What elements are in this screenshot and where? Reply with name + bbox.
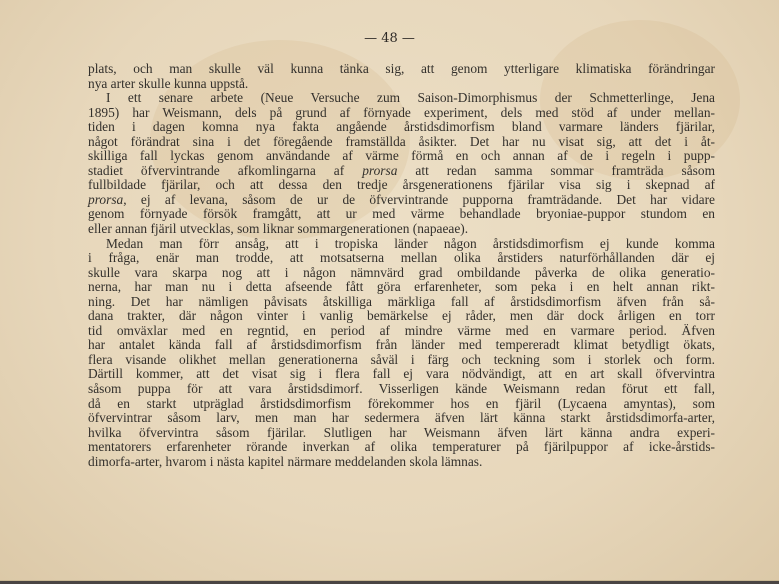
text-line [88,440,715,455]
text-line [88,266,715,281]
line-text: eller annan fjäril utvecklas, som liknar sommargenerationen (napaeae). [88,221,469,237]
line-text: fullbildade fjärilar, och att dessa den tredje årsgenerationens fjärilar visa sig i skepnad af [88,177,715,193]
line-text: stadiet öfvervintrande afkomlingarna af [88,162,363,178]
text-line [88,426,715,441]
text-line [88,295,715,310]
line-text: nya arter skulle kunna uppstå. [88,75,249,91]
text-line [88,222,715,237]
page-number: — 48 — [364,31,415,46]
text-line [88,178,715,193]
line-text: öfvervintrar såsom larv, men man har sedermera äfven lärt känna starkt årstidsdimorfa-arter, [88,410,715,426]
line-text: mentatorers erfarenheter rörande inverkan af olika temperaturer på fjärilpuppor af icke-årstids- [88,439,715,455]
text-line [88,309,715,324]
text-line [88,91,715,106]
body-text [88,62,715,469]
line-text: flera visande olikhet mellan generationerna såväl i färg och teckning som i storlek och form. [88,351,715,367]
text-line [88,149,715,164]
line-text: skilliga fall lyckas genom användande af värme förmå en och annan af de i regeln i pupp- [88,148,715,164]
text-line [88,455,715,470]
line-text: tiden i dagen komna nya fakta angående årstidsdimorfism bland varmare länders fjärilar, [88,119,715,135]
text-line [88,411,715,426]
text-line [88,280,715,295]
text-line [88,106,715,121]
text-line [88,397,715,412]
line-text: hvilka öfvervintra såsom fjärilar. Slutligen har Weismann äfven lärt känna andra experi- [88,424,715,440]
text-line [88,120,715,135]
line-text: såsom puppa för att vara årstidsdimorf. Visserligen kände Weismann redan förut ett fall, [88,381,715,397]
text-line [88,251,715,266]
text-line [88,193,715,208]
line-text: något förändrat sina i det föregående framställda åsikter. Det har nu visat sig, att det i åt- [88,133,715,149]
line-text: att redan samma sommar framträda såsom [397,162,716,178]
line-text: skulle vara skarpa nog att i någon nämnvärd grad ombildande påverka de olika generatio- [88,264,715,280]
text-line [88,164,715,179]
line-text: i fråga, enär man trodde, att motsatserna mellan olika årstiders naturförhållanden där ej [88,250,715,266]
line-text: tid omväxlar med en regntid, en period af mindre värme med en varmare period. Äfven [88,322,715,338]
text-line [88,324,715,339]
line-text: då en starkt utpräglad årstidsdimorfism förekommer hos en fjäril (Lycaena amyntas), som [88,395,715,411]
line-text: Därtill kommer, att det visat sig i flera fall ej vara nödvändigt, att en art skall öfvervintra [88,366,715,382]
line-text: 1895) har Weismann, dels på grund af förnyade experiment, dels med stöd af under mellan- [88,104,715,120]
text-line [88,135,715,150]
text-line [88,237,715,252]
line-text: , ej af levana, såsom de ur de öfvervintrande pupporna framträdande. Det har vidare [123,191,715,207]
text-line [88,353,715,368]
italic-term: prorsa [362,162,398,178]
text-line [88,382,715,397]
text-line [88,207,715,222]
text-line [88,62,715,77]
line-text: har antalet kända fall af årstidsdimorfism från länder med tempereradt klimat betydligt ökats, [88,337,715,353]
text-line [88,77,715,92]
line-text: nerna, har man nu i detta afseende fått göra erfarenheter, som peka i en helt annan rikt- [88,279,715,295]
text-line [88,338,715,353]
text-line [88,367,715,382]
line-text: dana trakter, där någon vinter i vanlig bemärkelse ej råder, men där dock årligen en torr [88,308,715,324]
line-text: Medan man förr ansåg, att i tropiska länder någon årstidsdimorfism ej kunde komma [106,235,715,251]
line-text: genom förnyade försök framgått, att ur med värme behandlade bryoniae-puppor stundom en [88,206,715,222]
line-text: ning. Det har nämligen påvisats åtskilliga märkliga fall af årstidsdimorfism äfven från så- [88,293,715,309]
line-text: plats, och man skulle väl kunna tänka sig, att genom ytterligare klimatiska förändringar [88,61,715,76]
line-text: I ett senare arbete (Neue Versuche zum Saison-Dimorphismus der Schmetterlinge, Jena [106,90,715,106]
italic-term: prorsa [88,191,124,207]
line-text: dimorfa-arter, hvarom i nästa kapitel närmare meddelanden skola lämnas. [88,453,483,469]
